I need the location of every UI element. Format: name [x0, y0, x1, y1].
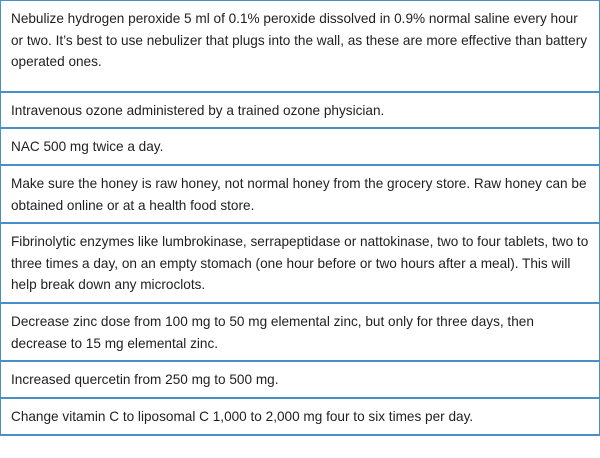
table-row: Nebulize hydrogen peroxide 5 ml of 0.1% peroxide dissolved in 0.9% normal saline every hour or two. It’s best to use nebulizer that plugs into the wall, as these are more effective than battery operated ones.: [1, 1, 599, 93]
table-row: Decrease zinc dose from 100 mg to 50 mg elemental zinc, but only for three days, then decrease to 15 mg elemental zinc.: [1, 304, 599, 362]
table-row: Intravenous ozone administered by a trained ozone physician.: [1, 93, 599, 129]
table-row: NAC 500 mg twice a day.: [1, 129, 599, 166]
table-row: Change vitamin C to liposomal C 1,000 to 2,000 mg four to six times per day.: [1, 399, 599, 436]
table-row: Fibrinolytic enzymes like lumbrokinase, serrapeptidase or nattokinase, two to four tablets, two to three times a day, on an empty stomach (one hour before or two hours after a meal). This will help break down any microclots.: [1, 224, 599, 304]
table-row: Increased quercetin from 250 mg to 500 mg.: [1, 362, 599, 399]
table-row: Make sure the honey is raw honey, not normal honey from the grocery store. Raw honey can be obtained online or at a health food store.: [1, 166, 599, 224]
